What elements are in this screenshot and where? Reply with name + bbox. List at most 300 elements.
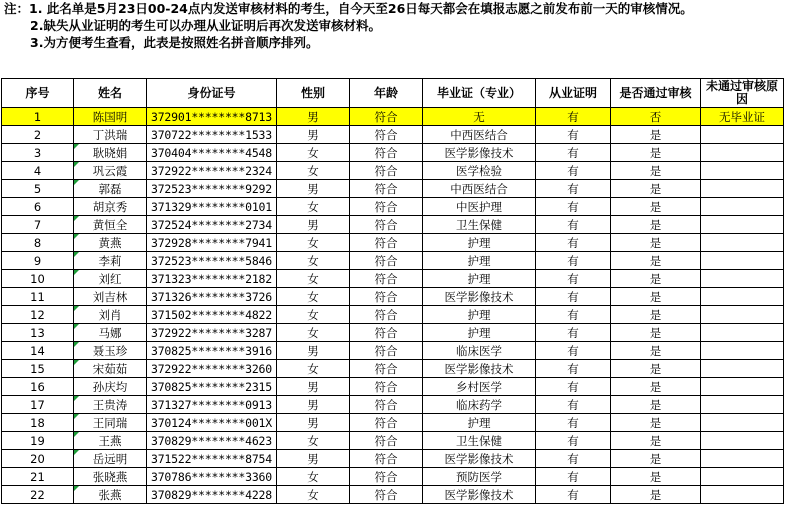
cell-pass[interactable] — [611, 216, 701, 234]
cell-reason[interactable] — [701, 144, 784, 162]
cell-cert[interactable] — [536, 288, 611, 306]
cell-pass[interactable] — [611, 432, 701, 450]
cell-diploma[interactable] — [423, 396, 536, 414]
cell-name-text: 郭磊 — [98, 181, 122, 196]
cell-reason[interactable] — [701, 162, 784, 180]
cell-no[interactable] — [2, 432, 74, 450]
cell-pass-text: 是 — [649, 145, 662, 160]
cell-gender[interactable] — [277, 144, 350, 162]
cell-gender[interactable] — [277, 468, 350, 486]
cell-gender[interactable] — [277, 108, 350, 126]
cell-gender[interactable] — [277, 342, 350, 360]
cell-no[interactable] — [2, 234, 74, 252]
cell-cert[interactable] — [536, 306, 611, 324]
cell-gender[interactable] — [277, 198, 350, 216]
cell-age[interactable] — [350, 342, 423, 360]
cell-diploma[interactable] — [423, 108, 536, 126]
cell-gender[interactable] — [277, 396, 350, 414]
cell-reason[interactable] — [701, 180, 784, 198]
cell-diploma[interactable] — [423, 486, 536, 504]
cell-name-text: 黄燕 — [98, 235, 122, 250]
cell-no-text: 16 — [30, 379, 45, 394]
cell-no[interactable] — [2, 144, 74, 162]
cell-cert[interactable] — [536, 486, 611, 504]
cell-cert[interactable] — [536, 198, 611, 216]
cell-gender-text: 男 — [307, 379, 319, 394]
cell-comment-marker-icon — [74, 432, 79, 437]
cell-comment-marker-icon — [74, 450, 79, 455]
cell-diploma-text: 医学检验 — [456, 163, 502, 178]
cell-id-number[interactable] — [147, 468, 277, 486]
cell-age[interactable] — [350, 360, 423, 378]
cell-age-text: 符合 — [374, 163, 398, 178]
cell-name[interactable] — [74, 162, 147, 180]
cell-no[interactable] — [2, 486, 74, 504]
cell-gender-text: 女 — [307, 163, 319, 178]
cell-gender[interactable] — [277, 288, 350, 306]
cell-cert[interactable] — [536, 144, 611, 162]
table-row — [2, 108, 784, 126]
cell-pass-text: 是 — [649, 397, 662, 412]
cell-id-number[interactable] — [147, 126, 277, 144]
cell-age-text: 符合 — [374, 487, 398, 502]
cell-diploma-text: 护理 — [467, 271, 491, 286]
cell-cert[interactable] — [536, 342, 611, 360]
cell-no[interactable] — [2, 450, 74, 468]
cell-age[interactable] — [350, 216, 423, 234]
cell-gender-text: 女 — [307, 199, 319, 214]
cell-age[interactable] — [350, 324, 423, 342]
cell-cert[interactable] — [536, 450, 611, 468]
cell-diploma[interactable] — [423, 234, 536, 252]
cell-pass[interactable] — [611, 324, 701, 342]
cell-id-number[interactable] — [147, 324, 277, 342]
cell-cert-text: 有 — [567, 163, 579, 178]
cell-name[interactable] — [74, 342, 147, 360]
table-row — [2, 468, 784, 486]
cell-gender[interactable] — [277, 234, 350, 252]
cell-reason[interactable] — [701, 288, 784, 306]
cell-id-number[interactable] — [147, 270, 277, 288]
cell-cert-text: 有 — [567, 109, 579, 124]
cell-gender-text: 女 — [307, 433, 319, 448]
cell-id-number-text: 372523********9292 — [150, 181, 273, 196]
cell-reason[interactable] — [701, 378, 784, 396]
cell-name[interactable] — [74, 324, 147, 342]
cell-pass-text: 是 — [649, 199, 662, 214]
cell-id-number-text: 371323********2182 — [150, 271, 273, 286]
cell-pass[interactable] — [611, 450, 701, 468]
cell-cert-text: 有 — [567, 343, 579, 358]
cell-pass[interactable] — [611, 360, 701, 378]
cell-no[interactable] — [2, 288, 74, 306]
cell-diploma[interactable] — [423, 468, 536, 486]
cell-age[interactable] — [350, 252, 423, 270]
cell-diploma[interactable] — [423, 342, 536, 360]
cell-name[interactable] — [74, 378, 147, 396]
cell-age[interactable] — [350, 180, 423, 198]
cell-cert[interactable] — [536, 216, 611, 234]
cell-gender[interactable] — [277, 432, 350, 450]
cell-pass[interactable] — [611, 414, 701, 432]
cell-id-number-text: 370829********4623 — [150, 433, 273, 448]
cell-no-text: 10 — [30, 271, 45, 286]
cell-no-text: 21 — [30, 469, 45, 484]
cell-diploma[interactable] — [423, 126, 536, 144]
cell-id-number-text: 372524********2734 — [150, 217, 273, 232]
cell-id-number[interactable] — [147, 216, 277, 234]
cell-age[interactable] — [350, 234, 423, 252]
cell-gender-text: 女 — [307, 361, 319, 376]
cell-cert[interactable] — [536, 252, 611, 270]
cell-diploma[interactable] — [423, 162, 536, 180]
cell-reason-text: 无毕业证 — [719, 109, 765, 124]
cell-no[interactable] — [2, 378, 74, 396]
table-row — [2, 144, 784, 162]
cell-reason[interactable] — [701, 360, 784, 378]
cell-id-number[interactable] — [147, 144, 277, 162]
cell-cert[interactable] — [536, 360, 611, 378]
cell-id-number[interactable] — [147, 342, 277, 360]
table-row — [2, 378, 784, 396]
col-header-no[interactable]: 序号 — [2, 79, 74, 108]
cell-no[interactable] — [2, 414, 74, 432]
cell-comment-marker-icon — [74, 342, 79, 347]
cell-pass[interactable] — [611, 342, 701, 360]
cell-id-number[interactable] — [147, 360, 277, 378]
cell-age[interactable] — [350, 396, 423, 414]
cell-age[interactable] — [350, 126, 423, 144]
cell-id-number[interactable] — [147, 180, 277, 198]
col-header-reason[interactable]: 未通过审核原因 — [701, 79, 784, 108]
cell-age[interactable] — [350, 432, 423, 450]
cell-no[interactable] — [2, 198, 74, 216]
cell-reason[interactable] — [701, 270, 784, 288]
cell-cert[interactable] — [536, 378, 611, 396]
cell-gender[interactable] — [277, 216, 350, 234]
cell-pass[interactable] — [611, 306, 701, 324]
cell-pass-text: 是 — [649, 469, 662, 484]
cell-id-number[interactable] — [147, 396, 277, 414]
cell-age-text: 符合 — [374, 397, 398, 412]
cell-reason[interactable] — [701, 324, 784, 342]
col-header-pass[interactable]: 是否通过审核 — [611, 79, 701, 108]
cell-id-number[interactable] — [147, 108, 277, 126]
cell-id-number[interactable] — [147, 450, 277, 468]
cell-diploma-text: 护理 — [467, 325, 491, 340]
cell-name-text: 王贵涛 — [92, 397, 128, 412]
cell-diploma[interactable] — [423, 414, 536, 432]
cell-cert[interactable] — [536, 180, 611, 198]
col-header-diploma[interactable]: 毕业证（专业） — [423, 79, 536, 108]
cell-age[interactable] — [350, 486, 423, 504]
cell-id-number-text: 370825********2315 — [150, 379, 273, 394]
cell-diploma[interactable] — [423, 216, 536, 234]
cell-gender-text: 男 — [307, 415, 319, 430]
cell-no[interactable] — [2, 270, 74, 288]
cell-diploma-text: 乡村医学 — [456, 379, 502, 394]
cell-id-number-text: 371502********4822 — [150, 307, 273, 322]
cell-gender-text: 女 — [307, 307, 319, 322]
cell-name[interactable] — [74, 396, 147, 414]
cell-diploma[interactable] — [423, 288, 536, 306]
cell-name[interactable] — [74, 414, 147, 432]
cell-pass[interactable] — [611, 396, 701, 414]
cell-diploma[interactable] — [423, 306, 536, 324]
cell-cert-text: 有 — [567, 487, 579, 502]
cell-pass[interactable] — [611, 126, 701, 144]
cell-cert-text: 有 — [567, 433, 579, 448]
cell-no[interactable] — [2, 396, 74, 414]
col-header-age[interactable]: 年龄 — [350, 79, 423, 108]
cell-age[interactable] — [350, 198, 423, 216]
cell-no-text: 1 — [33, 109, 42, 124]
cell-diploma-text: 卫生保健 — [456, 217, 502, 232]
cell-comment-marker-icon — [74, 414, 79, 419]
cell-reason[interactable] — [701, 306, 784, 324]
cell-comment-marker-icon — [74, 180, 79, 185]
cell-name[interactable] — [74, 252, 147, 270]
cell-diploma[interactable] — [423, 252, 536, 270]
cell-no[interactable] — [2, 216, 74, 234]
cell-diploma-text: 医学影像技术 — [444, 289, 514, 304]
cell-name[interactable] — [74, 468, 147, 486]
cell-id-number[interactable] — [147, 486, 277, 504]
cell-diploma[interactable] — [423, 450, 536, 468]
cell-pass[interactable] — [611, 180, 701, 198]
cell-name-text: 丁洪瑞 — [92, 127, 128, 142]
cell-reason[interactable] — [701, 126, 784, 144]
cell-comment-marker-icon — [74, 144, 79, 149]
cell-name[interactable] — [74, 360, 147, 378]
cell-age[interactable] — [350, 108, 423, 126]
cell-gender-text: 女 — [307, 289, 319, 304]
cell-age[interactable] — [350, 270, 423, 288]
cell-id-number[interactable] — [147, 252, 277, 270]
cell-diploma[interactable] — [423, 360, 536, 378]
cell-name[interactable] — [74, 288, 147, 306]
cell-gender[interactable] — [277, 162, 350, 180]
cell-diploma-text: 无 — [473, 109, 485, 124]
cell-age[interactable] — [350, 144, 423, 162]
cell-gender[interactable] — [277, 252, 350, 270]
cell-cert[interactable] — [536, 468, 611, 486]
cell-pass[interactable] — [611, 144, 701, 162]
cell-pass[interactable] — [611, 198, 701, 216]
cell-name-text: 孙庆均 — [92, 379, 128, 394]
cell-gender[interactable] — [277, 270, 350, 288]
cell-cert[interactable] — [536, 270, 611, 288]
cell-cert-text: 有 — [567, 199, 579, 214]
cell-reason[interactable] — [701, 234, 784, 252]
cell-id-number[interactable] — [147, 198, 277, 216]
cell-gender-text: 男 — [307, 127, 319, 142]
cell-cert-text: 有 — [567, 217, 579, 232]
cell-gender[interactable] — [277, 360, 350, 378]
cell-diploma-text: 医学影像技术 — [444, 145, 514, 160]
cell-no[interactable] — [2, 126, 74, 144]
cell-gender-text: 女 — [307, 325, 319, 340]
cell-age[interactable] — [350, 162, 423, 180]
cell-comment-marker-icon — [74, 234, 79, 239]
cell-comment-marker-icon — [74, 270, 79, 275]
cell-name-text: 李莉 — [98, 253, 122, 268]
table-row — [2, 270, 784, 288]
cell-no[interactable] — [2, 162, 74, 180]
cell-pass-text: 是 — [649, 181, 662, 196]
cell-reason[interactable] — [701, 342, 784, 360]
note-3: 3.为方便考生查看，此表是按照姓名拼音顺序排列。 — [30, 35, 319, 50]
note-1: 注：1. 此名单是5月23日00-24点内发送审核材料的考生，自今天至26日每天都会在填报志愿之前发布前一天的审核情况。 — [4, 1, 693, 16]
cell-pass[interactable] — [611, 162, 701, 180]
cell-cert[interactable] — [536, 108, 611, 126]
cell-name[interactable] — [74, 432, 147, 450]
cell-name[interactable] — [74, 270, 147, 288]
cell-name[interactable] — [74, 306, 147, 324]
cell-name[interactable] — [74, 144, 147, 162]
cell-pass[interactable] — [611, 468, 701, 486]
cell-age[interactable] — [350, 450, 423, 468]
col-header-gender[interactable]: 性别 — [277, 79, 350, 108]
cell-gender[interactable] — [277, 486, 350, 504]
cell-id-number[interactable] — [147, 378, 277, 396]
cell-no[interactable] — [2, 360, 74, 378]
cell-id-number[interactable] — [147, 306, 277, 324]
cell-id-number[interactable] — [147, 414, 277, 432]
cell-cert[interactable] — [536, 324, 611, 342]
cell-no[interactable] — [2, 108, 74, 126]
cell-gender[interactable] — [277, 450, 350, 468]
cell-reason[interactable] — [701, 396, 784, 414]
cell-age[interactable] — [350, 306, 423, 324]
cell-name-text: 王同瑞 — [92, 415, 128, 430]
col-header-cert[interactable]: 从业证明 — [536, 79, 611, 108]
cell-reason[interactable] — [701, 450, 784, 468]
cell-pass-text: 是 — [649, 253, 662, 268]
cell-age-text: 符合 — [374, 199, 398, 214]
cell-cert[interactable] — [536, 162, 611, 180]
cell-diploma-text: 护理 — [467, 307, 491, 322]
cell-reason[interactable] — [701, 216, 784, 234]
cell-name[interactable] — [74, 198, 147, 216]
cell-comment-marker-icon — [74, 324, 79, 329]
cell-reason[interactable] — [701, 486, 784, 504]
cell-diploma[interactable] — [423, 180, 536, 198]
cell-diploma[interactable] — [423, 198, 536, 216]
cell-id-number[interactable] — [147, 234, 277, 252]
cell-id-number[interactable] — [147, 162, 277, 180]
cell-pass[interactable] — [611, 486, 701, 504]
cell-gender[interactable] — [277, 126, 350, 144]
cell-name[interactable] — [74, 216, 147, 234]
cell-age[interactable] — [350, 414, 423, 432]
cell-diploma[interactable] — [423, 270, 536, 288]
cell-gender[interactable] — [277, 180, 350, 198]
cell-no[interactable] — [2, 342, 74, 360]
col-header-name[interactable]: 姓名 — [74, 79, 147, 108]
cell-id-number[interactable] — [147, 432, 277, 450]
cell-name[interactable] — [74, 126, 147, 144]
cell-diploma[interactable] — [423, 432, 536, 450]
cell-diploma[interactable] — [423, 144, 536, 162]
table-row — [2, 324, 784, 342]
cell-cert[interactable] — [536, 432, 611, 450]
cell-gender[interactable] — [277, 378, 350, 396]
cell-reason[interactable] — [701, 414, 784, 432]
cell-age-text: 符合 — [374, 181, 398, 196]
cell-no-text: 14 — [30, 343, 45, 358]
cell-gender-text: 女 — [307, 253, 319, 268]
cell-id-number[interactable] — [147, 288, 277, 306]
cell-gender-text: 女 — [307, 271, 319, 286]
cell-diploma-text: 中西医结合 — [450, 181, 508, 196]
cell-name-text: 刘肖 — [98, 307, 122, 322]
cell-no[interactable] — [2, 324, 74, 342]
cell-cert[interactable] — [536, 414, 611, 432]
cell-age-text: 符合 — [374, 289, 398, 304]
cell-pass-text: 是 — [649, 415, 662, 430]
cell-age[interactable] — [350, 288, 423, 306]
cell-pass[interactable] — [611, 108, 701, 126]
cell-no[interactable] — [2, 252, 74, 270]
cell-diploma[interactable] — [423, 324, 536, 342]
cell-gender[interactable] — [277, 306, 350, 324]
cell-gender-text: 女 — [307, 469, 319, 484]
cell-name[interactable] — [74, 486, 147, 504]
cell-pass[interactable] — [611, 378, 701, 396]
cell-comment-marker-icon — [74, 216, 79, 221]
cell-no[interactable] — [2, 180, 74, 198]
cell-no-text: 19 — [30, 433, 45, 448]
cell-reason[interactable] — [701, 432, 784, 450]
table-row — [2, 396, 784, 414]
cell-pass[interactable] — [611, 288, 701, 306]
cell-cert[interactable] — [536, 396, 611, 414]
cell-diploma[interactable] — [423, 378, 536, 396]
cell-no[interactable] — [2, 468, 74, 486]
cell-cert-text: 有 — [567, 325, 579, 340]
cell-name[interactable] — [74, 234, 147, 252]
cell-diploma-text: 医学影像技术 — [444, 451, 514, 466]
cell-no[interactable] — [2, 306, 74, 324]
cell-age-text: 符合 — [374, 325, 398, 340]
cell-no-text: 7 — [33, 217, 42, 232]
cell-cert[interactable] — [536, 234, 611, 252]
cell-cert[interactable] — [536, 126, 611, 144]
cell-pass[interactable] — [611, 252, 701, 270]
cell-age[interactable] — [350, 378, 423, 396]
cell-no-text: 2 — [33, 127, 42, 142]
cell-diploma-text: 中医护理 — [456, 199, 502, 214]
cell-reason[interactable] — [701, 252, 784, 270]
cell-reason[interactable] — [701, 108, 784, 126]
cell-name-text: 王燕 — [98, 433, 122, 448]
col-header-id[interactable]: 身份证号 — [147, 79, 277, 108]
cell-reason[interactable] — [701, 468, 784, 486]
cell-pass[interactable] — [611, 234, 701, 252]
cell-gender-text: 男 — [307, 181, 319, 196]
cell-gender-text: 男 — [307, 343, 319, 358]
cell-name[interactable] — [74, 450, 147, 468]
cell-age[interactable] — [350, 468, 423, 486]
cell-gender[interactable] — [277, 414, 350, 432]
cell-pass[interactable] — [611, 270, 701, 288]
cell-reason[interactable] — [701, 198, 784, 216]
cell-name[interactable] — [74, 180, 147, 198]
cell-diploma-text: 医学影像技术 — [444, 361, 514, 376]
cell-gender[interactable] — [277, 324, 350, 342]
cell-name[interactable] — [74, 108, 147, 126]
